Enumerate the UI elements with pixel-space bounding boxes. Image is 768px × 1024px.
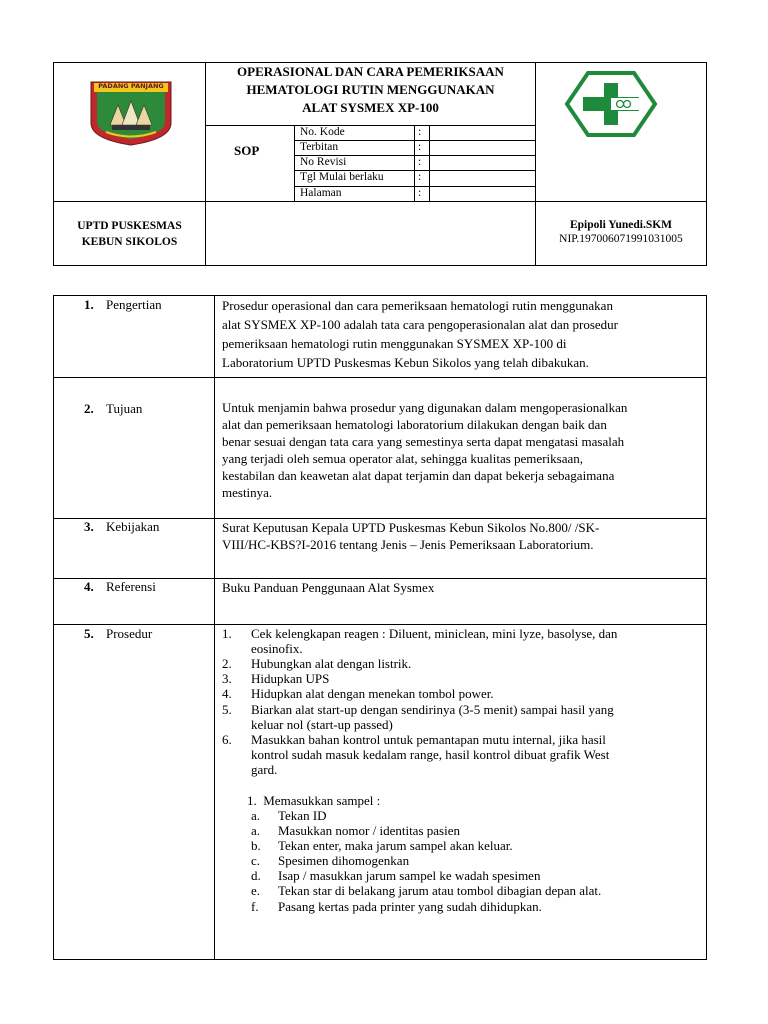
meta-label-kode: No. Kode [300, 126, 345, 138]
organization-line: UPTD PUSKESMAS [77, 220, 182, 232]
meta-colon: : [418, 126, 422, 138]
text-line: kontrol sudah masuk kedalam range, hasil kontrol dibuat grafik West [251, 747, 610, 762]
text-line: Masukkan bahan kontrol untuk pemantapan mutu internal, jika hasil [251, 732, 606, 747]
section-label-pengertian: Pengertian [106, 297, 162, 312]
section-text-pengertian [222, 296, 699, 372]
step-text: Tekan star di belakang jarum atau tombol dibagian depan alat. [278, 883, 602, 898]
meta-colon: : [418, 156, 422, 168]
section-text-referensi: Buku Panduan Penggunaan Alat Sysmex [222, 580, 435, 595]
step-text [251, 626, 617, 656]
text-line: eosinofix. [251, 641, 303, 656]
step-number: 2. [222, 656, 232, 671]
section-number: 4. [84, 579, 94, 594]
section-number: 3. [84, 519, 94, 534]
step-text: Tekan enter, maka jarum sampel akan keluar. [278, 838, 513, 853]
step-letter: f. [251, 899, 259, 914]
text-line: yang terjadi oleh semua operator alat, sehingga kualitas pemeriksaan, [222, 451, 583, 466]
section-text-kebijakan [222, 519, 699, 553]
step-text [251, 686, 494, 701]
sop-title [206, 63, 535, 117]
step-number: 4. [222, 686, 232, 701]
step-text [251, 671, 329, 686]
meta-label-terbitan: Terbitan [300, 141, 339, 153]
signer-name: Epipoli Yunedi.SKM [569, 219, 673, 231]
text-line: Untuk menjamin bahwa prosedur yang digunakan dalam mengoperasionalkan [222, 400, 628, 415]
meta-label-revisi: No Revisi [300, 156, 347, 168]
text-line: keluar nol (start-up passed) [251, 717, 393, 732]
step-text: Spesimen dihomogenkan [278, 853, 410, 868]
step-letter: b. [251, 838, 261, 853]
puskesmas-logo [564, 70, 658, 138]
text-line: gard. [251, 762, 278, 777]
step-text [251, 732, 609, 777]
text-line: pemeriksaan hematologi rutin menggunakan SYSMEX XP-100 di [222, 336, 567, 351]
step-text [251, 702, 614, 732]
text-line: Hidupkan alat dengan menekan tombol power. [251, 686, 494, 701]
organization-line: KEBUN SIKOLOS [81, 236, 178, 248]
text-line: Cek kelengkapan reagen : Diluent, miniclean, mini lyze, basolyse, dan [251, 626, 618, 641]
meta-label-tgl-mulai: Tgl Mulai berlaku [300, 171, 384, 183]
text-line: mestinya. [222, 485, 273, 500]
text-line: Laboratorium UPTD Puskesmas Kebun Sikolos yang telah dibakukan. [222, 355, 589, 370]
crest-logo-text: PADANG PANJANG [98, 82, 164, 90]
section-text-tujuan [222, 399, 699, 501]
step-letter: e. [251, 883, 261, 898]
sop-title-line: HEMATOLOGI RUTIN MENGGUNAKAN [246, 82, 495, 97]
step-number: 6. [222, 732, 232, 747]
step-number: 5. [222, 702, 232, 717]
text-line: Hidupkan UPS [251, 671, 330, 686]
sop-title-line: OPERASIONAL DAN CARA PEMERIKSAAN [237, 64, 504, 79]
step-text: Tekan ID [278, 808, 327, 823]
step-text: Pasang kertas pada printer yang sudah dihidupkan. [278, 899, 542, 914]
meta-colon: : [418, 141, 422, 153]
text-line: Biarkan alat start-up dengan sendirinya (3-5 menit) sampai hasil yang [251, 702, 614, 717]
sop-label: SOP [234, 143, 260, 158]
step-letter: a. [251, 808, 261, 823]
section-number: 2. [84, 401, 94, 416]
step-number: 3. [222, 671, 232, 686]
step-number: 1. [222, 626, 232, 641]
text-line: Prosedur operasional dan cara pemeriksaan hematologi rutin menggunakan [222, 298, 613, 313]
section-label-referensi: Referensi [106, 579, 156, 594]
section-label-prosedur: Prosedur [106, 626, 153, 641]
section-number: 1. [84, 297, 94, 312]
section-label-kebijakan: Kebijakan [106, 519, 160, 534]
sop-title-line: ALAT SYSMEX XP-100 [302, 100, 439, 115]
section-label-tujuan: Tujuan [106, 401, 143, 416]
step-letter: c. [251, 853, 261, 868]
text-line: Hubungkan alat dengan listrik. [251, 656, 412, 671]
sub-heading: 1. Memasukkan sampel : [247, 793, 381, 808]
step-letter: d. [251, 868, 261, 883]
text-line: kestabilan dan keawetan alat dapat terjamin dan dapat bekerja sebagaimana [222, 468, 615, 483]
signer-nip: NIP.197006071991031005 [559, 233, 683, 245]
text-line: VIII/HC-KBS?I-2016 tentang Jenis – Jenis Pemeriksaan Laboratorium. [222, 537, 594, 552]
section-number: 5. [84, 626, 94, 641]
organization-name [54, 218, 205, 250]
step-text [251, 656, 411, 671]
meta-colon: : [418, 171, 422, 183]
text-line: Surat Keputusan Kepala UPTD Puskesmas Kebun Sikolos No.800/ /SK- [222, 520, 600, 535]
meta-label-halaman: Halaman [300, 187, 342, 199]
step-letter: a. [251, 823, 261, 838]
text-line: benar sesuai dengan tata cara yang semestinya serta dapat mengatasi masalah [222, 434, 625, 449]
step-text: Isap / masukkan jarum sampel ke wadah spesimen [278, 868, 541, 883]
step-text: Masukkan nomor / identitas pasien [278, 823, 460, 838]
text-line: alat dan pemeriksaan hematologi laboratorium dilakukan dengan baik dan [222, 417, 607, 432]
meta-colon: : [418, 187, 422, 199]
text-line: alat SYSMEX XP-100 adalah tata cara pengoperasionalan alat dan prosedur [222, 317, 619, 332]
